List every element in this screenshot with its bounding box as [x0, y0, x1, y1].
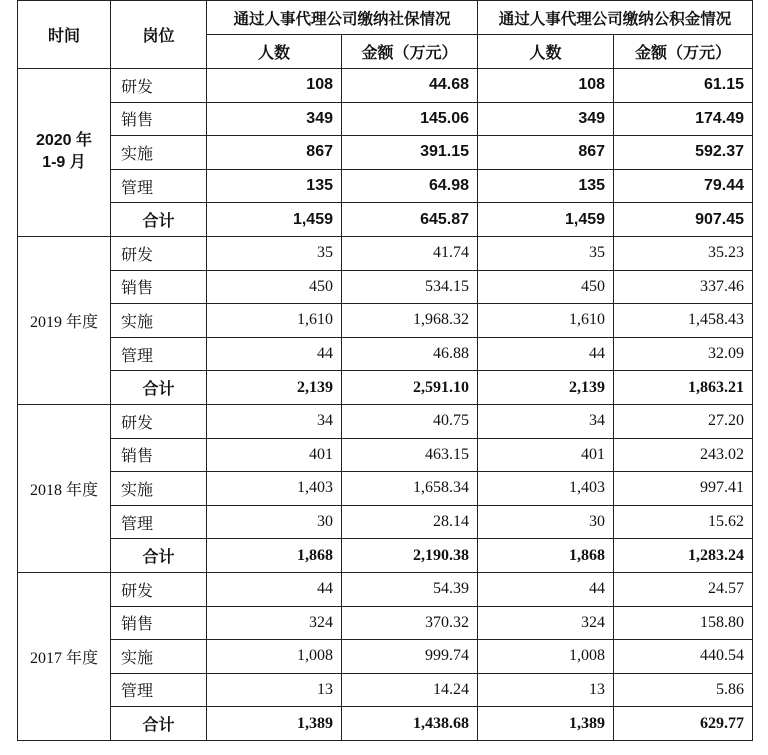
total-label-cell: 合计 — [111, 203, 207, 237]
header-ss-headcount: 人数 — [207, 35, 342, 69]
hf-headcount-cell: 1,403 — [478, 472, 614, 506]
header-hf-headcount: 人数 — [478, 35, 614, 69]
agency-contribution-table — [17, 0, 753, 741]
total-hf-headcount-cell: 2,139 — [478, 371, 614, 405]
hf-amount-cell: 35.23 — [614, 236, 753, 270]
total-row — [18, 539, 753, 573]
total-ss-headcount-cell: 2,139 — [207, 371, 342, 405]
ss-headcount-cell: 349 — [207, 102, 342, 136]
table-row — [18, 69, 753, 103]
hf-headcount-cell: 44 — [478, 337, 614, 371]
total-ss-headcount-cell: 1,459 — [207, 203, 342, 237]
ss-headcount-cell: 44 — [207, 337, 342, 371]
ss-headcount-cell: 34 — [207, 404, 342, 438]
hf-headcount-cell: 1,610 — [478, 304, 614, 338]
position-cell: 研发 — [111, 236, 207, 270]
ss-amount-cell: 370.32 — [342, 606, 478, 640]
ss-amount-cell: 14.24 — [342, 673, 478, 707]
ss-headcount-cell: 35 — [207, 236, 342, 270]
table-row — [18, 169, 753, 203]
total-row — [18, 371, 753, 405]
period-label-line2: 1-9 月 — [42, 154, 86, 172]
total-ss-amount-cell: 1,438.68 — [342, 707, 478, 741]
total-ss-amount-cell: 2,591.10 — [342, 371, 478, 405]
hf-headcount-cell: 108 — [478, 69, 614, 103]
total-hf-amount-cell: 907.45 — [614, 203, 753, 237]
hf-amount-cell: 158.80 — [614, 606, 753, 640]
table-row — [18, 640, 753, 674]
position-cell: 实施 — [111, 472, 207, 506]
position-cell: 研发 — [111, 69, 207, 103]
hf-amount-cell: 27.20 — [614, 404, 753, 438]
table-row — [18, 438, 753, 472]
position-cell: 管理 — [111, 337, 207, 371]
position-cell: 销售 — [111, 102, 207, 136]
hf-amount-cell: 1,458.43 — [614, 304, 753, 338]
position-cell: 研发 — [111, 572, 207, 606]
header-position: 岗位 — [111, 1, 207, 69]
total-hf-amount-cell: 1,283.24 — [614, 539, 753, 573]
total-label-cell: 合计 — [111, 707, 207, 741]
table-row — [18, 673, 753, 707]
position-cell: 管理 — [111, 673, 207, 707]
ss-amount-cell: 64.98 — [342, 169, 478, 203]
table-row — [18, 404, 753, 438]
hf-headcount-cell: 324 — [478, 606, 614, 640]
total-ss-amount-cell: 645.87 — [342, 203, 478, 237]
table-row — [18, 236, 753, 270]
ss-amount-cell: 54.39 — [342, 572, 478, 606]
ss-headcount-cell: 1,403 — [207, 472, 342, 506]
table-row — [18, 270, 753, 304]
hf-headcount-cell: 34 — [478, 404, 614, 438]
period-label: 2019 年度 — [18, 236, 111, 404]
hf-headcount-cell: 1,008 — [478, 640, 614, 674]
position-cell: 研发 — [111, 404, 207, 438]
hf-amount-cell: 32.09 — [614, 337, 753, 371]
ss-amount-cell: 28.14 — [342, 505, 478, 539]
hf-headcount-cell: 13 — [478, 673, 614, 707]
hf-headcount-cell: 867 — [478, 136, 614, 170]
table-row — [18, 572, 753, 606]
ss-amount-cell: 1,968.32 — [342, 304, 478, 338]
period-label — [18, 69, 111, 237]
hf-amount-cell: 997.41 — [614, 472, 753, 506]
period-label: 2017 年度 — [18, 572, 111, 740]
ss-headcount-cell: 44 — [207, 572, 342, 606]
total-label-cell: 合计 — [111, 371, 207, 405]
header-hf-amount: 金额（万元） — [614, 35, 753, 69]
table-row — [18, 472, 753, 506]
hf-headcount-cell: 349 — [478, 102, 614, 136]
table-row — [18, 505, 753, 539]
position-cell: 销售 — [111, 270, 207, 304]
total-ss-amount-cell: 2,190.38 — [342, 539, 478, 573]
header-time: 时间 — [18, 1, 111, 69]
hf-amount-cell: 440.54 — [614, 640, 753, 674]
position-cell: 管理 — [111, 169, 207, 203]
table-row — [18, 337, 753, 371]
ss-amount-cell: 391.15 — [342, 136, 478, 170]
ss-headcount-cell: 30 — [207, 505, 342, 539]
position-cell: 实施 — [111, 304, 207, 338]
total-hf-headcount-cell: 1,868 — [478, 539, 614, 573]
ss-headcount-cell: 13 — [207, 673, 342, 707]
table-row — [18, 606, 753, 640]
header-ss-amount: 金额（万元） — [342, 35, 478, 69]
header-social-security: 通过人事代理公司缴纳社保情况 — [207, 1, 478, 35]
hf-amount-cell: 15.62 — [614, 505, 753, 539]
ss-amount-cell: 44.68 — [342, 69, 478, 103]
total-ss-headcount-cell: 1,868 — [207, 539, 342, 573]
ss-amount-cell: 41.74 — [342, 236, 478, 270]
hf-amount-cell: 243.02 — [614, 438, 753, 472]
ss-headcount-cell: 324 — [207, 606, 342, 640]
ss-headcount-cell: 401 — [207, 438, 342, 472]
position-cell: 实施 — [111, 136, 207, 170]
total-hf-headcount-cell: 1,389 — [478, 707, 614, 741]
period-label: 2018 年度 — [18, 404, 111, 572]
hf-headcount-cell: 35 — [478, 236, 614, 270]
period-label-line1: 2020 年 — [35, 132, 93, 150]
total-hf-amount-cell: 1,863.21 — [614, 371, 753, 405]
ss-amount-cell: 46.88 — [342, 337, 478, 371]
table-row — [18, 136, 753, 170]
position-cell: 管理 — [111, 505, 207, 539]
header-row-1 — [18, 1, 753, 35]
hf-headcount-cell: 30 — [478, 505, 614, 539]
hf-headcount-cell: 135 — [478, 169, 614, 203]
total-row — [18, 707, 753, 741]
ss-headcount-cell: 108 — [207, 69, 342, 103]
total-hf-amount-cell: 629.77 — [614, 707, 753, 741]
ss-headcount-cell: 135 — [207, 169, 342, 203]
hf-amount-cell: 24.57 — [614, 572, 753, 606]
hf-amount-cell: 592.37 — [614, 136, 753, 170]
ss-amount-cell: 40.75 — [342, 404, 478, 438]
ss-headcount-cell: 1,610 — [207, 304, 342, 338]
hf-amount-cell: 337.46 — [614, 270, 753, 304]
hf-headcount-cell: 44 — [478, 572, 614, 606]
total-hf-headcount-cell: 1,459 — [478, 203, 614, 237]
header-housing-fund: 通过人事代理公司缴纳公积金情况 — [478, 1, 753, 35]
total-row — [18, 203, 753, 237]
total-label-cell: 合计 — [111, 539, 207, 573]
position-cell: 销售 — [111, 438, 207, 472]
position-cell: 实施 — [111, 640, 207, 674]
ss-headcount-cell: 867 — [207, 136, 342, 170]
position-cell: 销售 — [111, 606, 207, 640]
hf-headcount-cell: 450 — [478, 270, 614, 304]
ss-headcount-cell: 450 — [207, 270, 342, 304]
table-row — [18, 102, 753, 136]
ss-headcount-cell: 1,008 — [207, 640, 342, 674]
ss-amount-cell: 999.74 — [342, 640, 478, 674]
table-row — [18, 304, 753, 338]
ss-amount-cell: 534.15 — [342, 270, 478, 304]
hf-amount-cell: 79.44 — [614, 169, 753, 203]
ss-amount-cell: 145.06 — [342, 102, 478, 136]
hf-headcount-cell: 401 — [478, 438, 614, 472]
ss-amount-cell: 1,658.34 — [342, 472, 478, 506]
hf-amount-cell: 174.49 — [614, 102, 753, 136]
ss-amount-cell: 463.15 — [342, 438, 478, 472]
hf-amount-cell: 5.86 — [614, 673, 753, 707]
total-ss-headcount-cell: 1,389 — [207, 707, 342, 741]
hf-amount-cell: 61.15 — [614, 69, 753, 103]
